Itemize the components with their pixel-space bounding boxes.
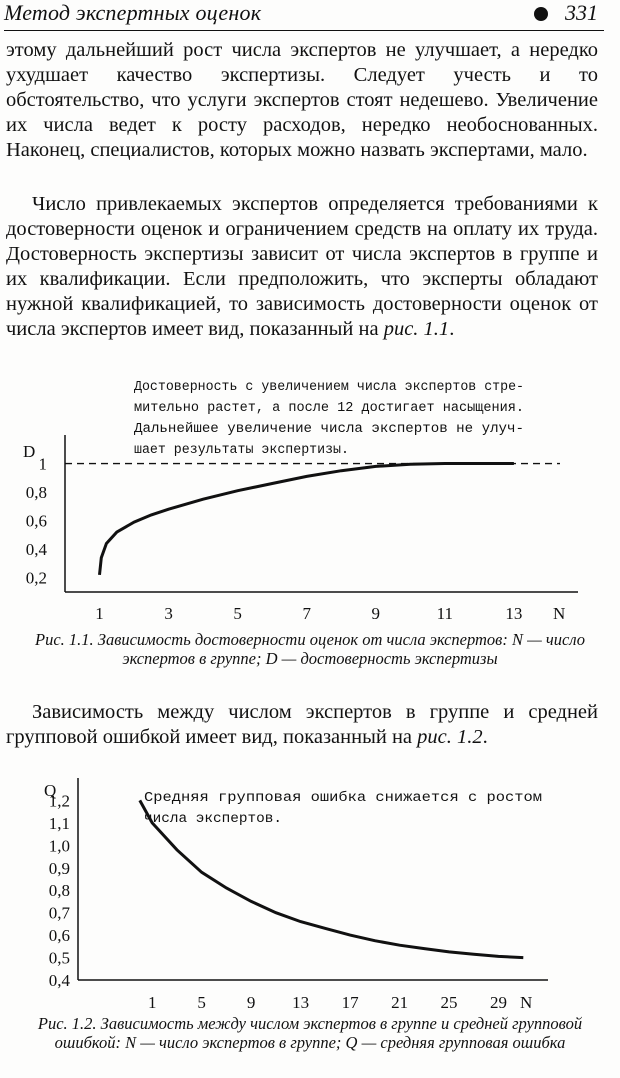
fig2-y-tick-3: 0,7	[48, 903, 70, 923]
figure-1-curve	[100, 464, 514, 575]
fig1-annotation-line-1: мительно растет, а после 12 достигает насыщения.	[134, 401, 524, 416]
fig2-y-tick-7: 1,1	[48, 813, 70, 833]
fig2-x-tick-6: 25	[440, 993, 458, 1012]
fig2-x-tick-3: 13	[292, 993, 310, 1012]
paragraph-2-end: .	[449, 318, 455, 340]
figure-1-chart	[0, 370, 620, 628]
fig2-y-tick-1: 0,5	[48, 948, 70, 968]
fig1-y-tick-1: 0,4	[25, 540, 47, 560]
running-title: Метод экспертных оценок	[4, 0, 262, 25]
fig1-y-tick-3: 0,8	[25, 483, 47, 503]
fig2-x-tick-0: 1	[147, 993, 157, 1012]
paragraph-3	[6, 700, 598, 750]
fig2-y-tick-5: 0,9	[48, 858, 70, 878]
fig1-annotation-line-0: Достоверность с увеличением числа экспертов стре-	[134, 380, 524, 395]
fig1-y-tick-0: 0,2	[25, 568, 47, 588]
figure-2-reference: рис. 1.2	[417, 726, 483, 748]
fig1-annotation-line-2: Дальнейшее увеличение числа экспертов не улуч-	[134, 422, 524, 437]
paragraph-1: этому дальнейший рост числа экспертов не улучшает, а нередко ухудшает качество экспертизы. Следует учесть и то обстоятельство, что услуги экспертов стоят недешево. Увеличение их числа ведет к росту расходов, нередко необоснованных. Наконец, специалистов, которых можно назвать экспертами, мало.	[6, 39, 598, 161]
figure-1-reference: рис. 1.1	[383, 318, 450, 340]
fig1-x-tick-1: 3	[164, 604, 173, 623]
fig1-annotation-line-3: шает результаты экспертизы.	[134, 443, 349, 458]
fig1-x-tick-2: 5	[233, 604, 242, 623]
fig2-annotation-line-0: Средняя групповая ошибка снижается с ростом	[144, 791, 542, 806]
paragraph-2-text: Число привлекаемых экспертов определяется требованиями к достоверности оценок и ограничением средств на оплату их труда. Достоверность экспертизы зависит от числа экспертов в группе и их квалификации. Если предположить, что эксперты обладают нужной квалификацией, то зависимость достоверности оценок от числа экспертов имеет вид, показанный на	[6, 193, 598, 340]
bullet-icon	[534, 7, 548, 21]
fig2-y-tick-6: 1,0	[48, 836, 70, 856]
figure-1-caption: Рис. 1.1. Зависимость достоверности оценок от числа экспертов: N — число экспертов в группе; D — достоверность экспертизы	[35, 630, 585, 668]
fig2-y-tick-0: 0,4	[48, 971, 70, 990]
figure-1-y-axis-label: D	[23, 442, 36, 461]
paragraph-3-end: .	[482, 726, 488, 748]
figure-2-x-axis-label: N	[520, 993, 533, 1012]
page-number: 331	[565, 0, 598, 25]
fig2-x-tick-4: 17	[341, 993, 359, 1012]
fig2-y-tick-8: 1,2	[48, 791, 70, 811]
fig1-x-tick-6: 13	[505, 604, 523, 623]
fig2-annotation-line-1: числа экспертов.	[144, 812, 282, 827]
figure-1-y-ticks	[26, 455, 48, 588]
figure-1-x-axis-label: N	[553, 604, 566, 623]
fig2-y-tick-2: 0,6	[48, 926, 70, 946]
fig1-x-tick-3: 7	[302, 604, 311, 623]
fig1-x-tick-0: 1	[95, 604, 104, 623]
figure-2-y-axis-label: Q	[44, 781, 57, 800]
fig2-x-tick-2: 9	[246, 993, 256, 1012]
figure-1-x-ticks	[95, 604, 522, 623]
fig2-x-tick-1: 5	[197, 993, 206, 1012]
fig1-y-tick-4: 1	[38, 454, 47, 474]
fig2-x-tick-5: 21	[391, 993, 409, 1012]
figure-2-annotation	[144, 791, 542, 827]
fig2-x-tick-7: 29	[490, 993, 508, 1012]
paragraph-3-text: Зависимость между числом экспертов в группе и средней групповой ошибкой имеет вид, показанный на	[6, 701, 598, 748]
fig1-y-tick-2: 0,6	[25, 511, 47, 531]
figure-2-chart	[0, 768, 620, 1012]
figure-2-x-ticks	[148, 993, 507, 1012]
paragraph-2	[6, 192, 598, 342]
page-header	[4, 0, 604, 34]
figure-1-annotation	[134, 380, 524, 458]
fig1-x-tick-4: 9	[371, 604, 381, 623]
figure-2-y-ticks	[49, 791, 71, 990]
figure-2-caption: Рис. 1.2. Зависимость между числом экспертов в группе и средней групповой ошибкой: N — число экспертов в группе; Q — средняя групповая ошибка	[37, 1014, 583, 1052]
fig1-x-tick-5: 11	[436, 604, 454, 623]
header-rule	[4, 30, 604, 31]
fig2-y-tick-4: 0,8	[48, 881, 70, 901]
